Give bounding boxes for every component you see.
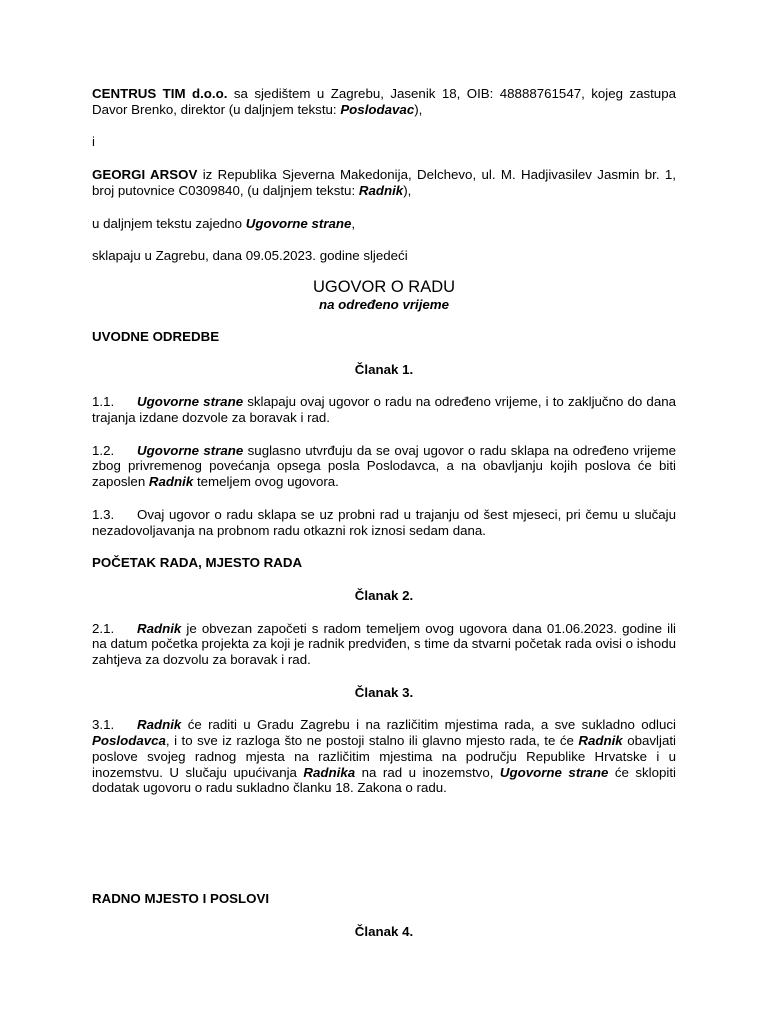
conjunction: i [92, 134, 95, 150]
clause-text: suglasno utvrđuju da se ovaj ugovor o radu sklapa na određeno vrijeme zbog privremenog povećanja opsega posla Poslodavca, a na obavljanju kojih poslova će biti zaposlen [92, 442, 676, 490]
employee-term: Radnik [358, 182, 404, 198]
together-text-end: , [351, 215, 356, 231]
clause-term: Radnik [137, 717, 182, 733]
employer-party-paragraph [92, 86, 676, 117]
clause-text: je obvezan započeti s radom temeljem ovog ugovora dana 01.06.2023. godine ili na datum početka projekta za koji je radnik predviđen, s time da stvarni početak rada ovisi o ishodu zahtjeva za dozvolu za boravak i rad. [92, 620, 676, 668]
clause-1-2 [92, 443, 676, 490]
clause-term: Radnik [137, 620, 182, 636]
clause-number: 1.3. [92, 506, 115, 522]
clause-2-1 [92, 621, 676, 668]
clause-term: Ugovorne strane [137, 442, 244, 458]
page-whitespace [92, 796, 676, 875]
section-heading-start: POČETAK RADA, MJESTO RADA [92, 555, 303, 571]
clause-number: 2.1. [92, 620, 115, 636]
clause-number: 1.1. [92, 394, 115, 410]
clause-number: 3.1. [92, 717, 115, 733]
clause-text: će sklopiti dodatak ugovoru o radu sukladno članku 18. Zakona o radu. [92, 764, 676, 796]
employee-details: iz Republika Sjeverna Makedonija, Delchevo, ul. M. Hadjivasilev Jasmin br. 1, broj putovnice C0309840, (u daljnjem tekstu: [92, 167, 676, 198]
section-heading-intro: UVODNE ODREDBE [92, 328, 220, 344]
clause-text: , i to sve iz razloga što ne postoji stalno ili glavno mjesto rada, te će [165, 733, 579, 749]
employee-name: GEORGI ARSOV [92, 167, 198, 183]
clause-text: temeljem ovog ugovora. [193, 474, 339, 490]
employer-name: CENTRUS TIM d.o.o. [92, 86, 228, 101]
document-subtitle: na određeno vrijeme [318, 296, 450, 312]
clause-text: obavljati poslove svojeg radnog mjesta na različitim mjestima na području Republike Hrvatske i u inozemstvu. U slučaju upućivanja [92, 733, 676, 780]
document-title-block [92, 278, 676, 312]
clause-term: Radnik [148, 474, 194, 490]
clause-term: Radnika [303, 764, 356, 780]
clause-term: Ugovorne strane [137, 394, 244, 410]
clause-term: Radnik [578, 733, 623, 749]
employee-details-end: ), [403, 182, 412, 198]
document-body [92, 86, 676, 939]
clause-number: 1.2. [92, 442, 115, 458]
section-heading-position: RADNO MJESTO I POSLOVI [92, 890, 270, 906]
employee-party-paragraph [92, 167, 676, 198]
employer-term: Poslodavac [340, 101, 415, 117]
clause-3-1 [92, 717, 676, 796]
clause-1-3 [92, 507, 676, 538]
together-paragraph [92, 216, 676, 232]
clause-text: će raditi u Gradu Zagrebu i na različitim mjestima rada, a sve sukladno odluci [181, 717, 676, 733]
article-heading-1: Članak 1. [354, 361, 414, 377]
article-heading-4: Članak 4. [354, 923, 414, 939]
clause-text: na rad u inozemstvo, [355, 764, 500, 780]
employer-details-end: ), [414, 101, 423, 117]
together-text: u daljnjem tekstu zajedno [92, 215, 246, 231]
article-heading-2: Članak 2. [354, 587, 414, 603]
together-term: Ugovorne strane [245, 215, 352, 231]
clause-text: Ovaj ugovor o radu sklapa se uz probni rad u trajanju od šest mjeseci, pri čemu u slučaju nezadovoljavanja na probnom radu otkazni rok iznosi sedam dana. [92, 506, 676, 538]
article-heading-3: Članak 3. [354, 684, 414, 700]
clause-term: Poslodavca [92, 733, 166, 749]
document-title: UGOVOR O RADU [312, 277, 456, 296]
clause-text: sklapaju ovaj ugovor o radu na određeno vrijeme, i to zaključno do dana trajanja izdane dozvole za boravak i rad. [92, 394, 677, 426]
employer-details: sa sjedištem u Zagrebu, Jasenik 18, OIB: 48888761547, kojeg zastupa Davor Brenko, direktor (u daljnjem tekstu: [92, 86, 676, 117]
clause-1-1 [92, 394, 676, 425]
concluded-paragraph: sklapaju u Zagrebu, dana 09.05.2023. godine sljedeći [92, 248, 408, 264]
clause-term: Ugovorne strane [499, 764, 609, 780]
